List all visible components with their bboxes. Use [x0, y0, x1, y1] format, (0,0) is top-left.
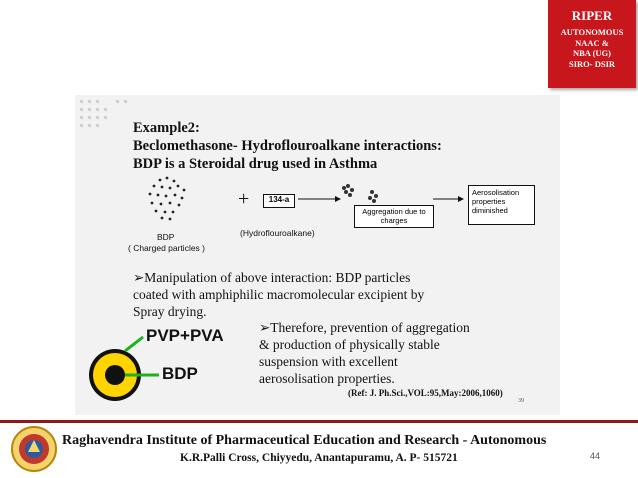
reference: (Ref: J. Ph.Sci.,VOL:95,May:2006,1060) — [348, 388, 503, 398]
bullet2-line3: suspension with excellent — [259, 354, 398, 369]
footer-institute: Raghavendra Institute of Pharmaceutical Education and Research - Autonomous — [62, 433, 547, 448]
badge-line2: NAAC & — [575, 37, 609, 48]
badge-title: RIPER — [571, 8, 613, 23]
plus-sign: + — [238, 188, 250, 210]
bullet1-line2: coated with amphiphilic macromolecular excipient by — [133, 287, 425, 302]
heading-interaction: Beclomethasone- Hydroflouroalkane interactions: — [133, 138, 442, 154]
propellant-box: 134-a — [263, 194, 295, 208]
badge-line4: SIRO- DSIR — [568, 58, 616, 69]
footer-address: K.R.Palli Cross, Chiyyedu, Anantapuramu, A. P- 515721 — [180, 452, 458, 464]
bdp-sub-label: ( Charged particles ) — [128, 243, 206, 253]
bullet2-line1: ➢Therefore, prevention of aggregation — [259, 320, 470, 335]
institute-logo-icon — [10, 425, 58, 473]
badge-line3: NBA (UG) — [572, 48, 611, 58]
badge-line1: AUTONOMOUS — [560, 27, 624, 37]
result-box: Aerosolisation properties diminished — [468, 185, 535, 225]
propellant-label: (Hydroflouroalkane) — [240, 228, 315, 238]
bullet2-line2: & production of physically stable — [259, 337, 440, 352]
riper-badge — [548, 0, 636, 88]
heading-bdp: BDP is a Steroidal drug used in Asthma — [133, 156, 378, 172]
bdp-label: BDP — [157, 232, 175, 242]
bullet1-line3: Spray drying. — [133, 304, 207, 319]
coating-label: PVP+PVA — [146, 326, 224, 345]
core-label: BDP — [162, 364, 198, 383]
page-number: 44 — [590, 451, 601, 461]
bullet1-line1: ➢Manipulation of above interaction: BDP particles — [133, 270, 411, 285]
aggregation-box: Aggregation due to charges — [354, 205, 434, 228]
bullet2-line4: aerosolisation properties. — [259, 371, 395, 386]
slide-page-number: 39 — [518, 398, 524, 404]
heading-example: Example2: — [133, 120, 200, 136]
footer-divider — [0, 420, 638, 423]
